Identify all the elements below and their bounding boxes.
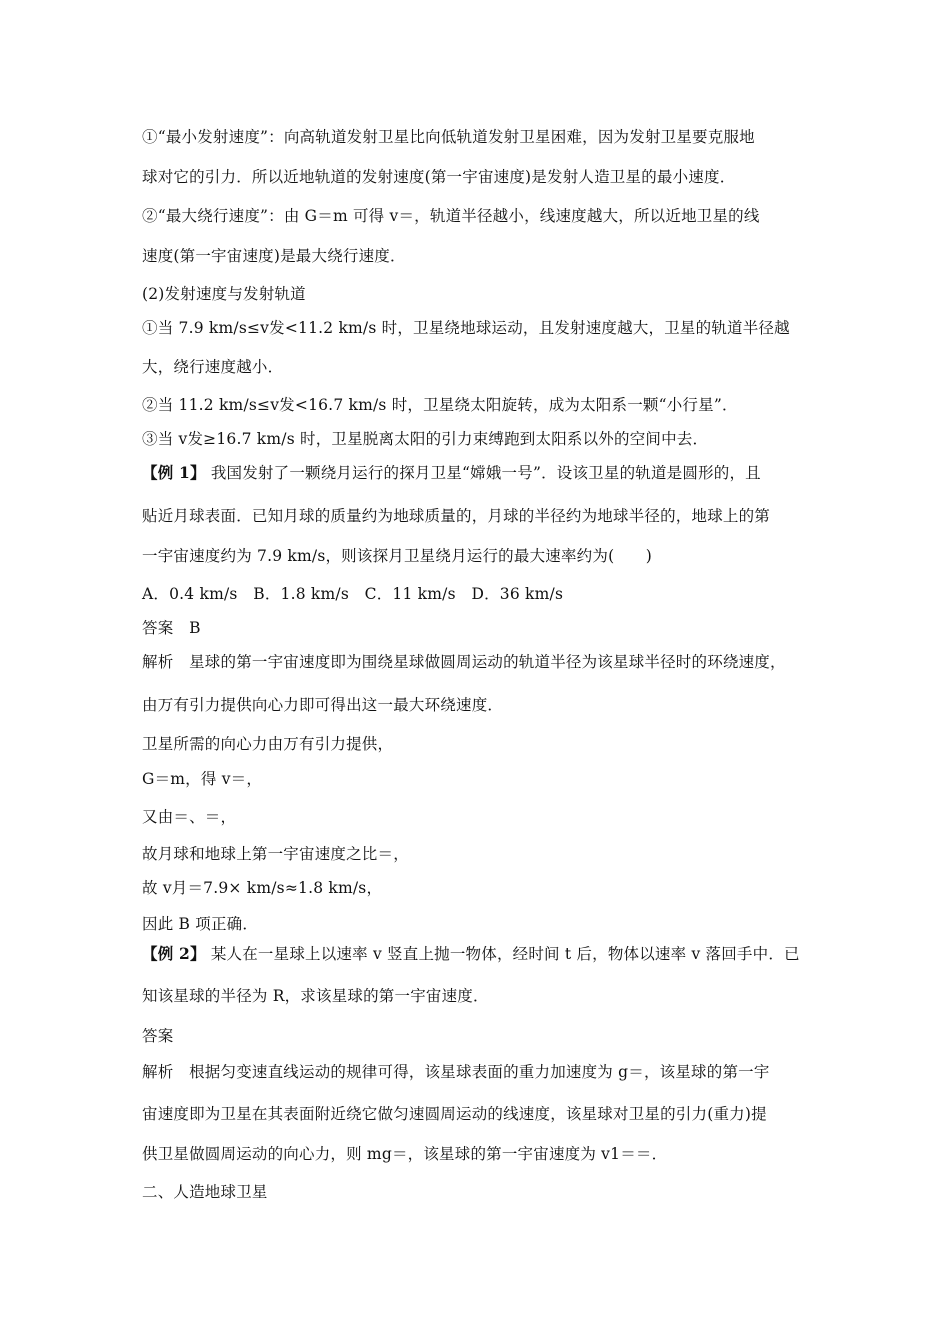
section-heading: 二、人造地球卫星 <box>142 1183 268 1201</box>
text-line: 宙速度即为卫星在其表面附近绕它做匀速圆周运动的线速度，该星球对卫星的引力(重力)提 <box>142 1105 767 1123</box>
text-line: 知该星球的半径为 R，求该星球的第一宇宙速度． <box>142 987 489 1005</box>
text-line: 供卫星做圆周运动的向心力，则 mg＝，该星球的第一宇宙速度为 v1＝＝． <box>142 1145 668 1163</box>
text-line: ①“最小发射速度”：向高轨道发射卫星比向低轨道发射卫星困难，因为发射卫星要克服地 <box>142 128 755 146</box>
text-line: ②当 11.2 km/s≤v发<16.7 km/s 时，卫星绕太阳旋转，成为太阳系一颗“小行星”． <box>142 396 738 414</box>
example-1-text: 我国发射了一颗绕月运行的探月卫星“嫦娥一号”．设该卫星的轨道是圆形的，且 <box>210 464 761 482</box>
text-line: 卫星所需的向心力由万有引力提供， <box>142 735 394 753</box>
answer-line: 答案 B <box>142 619 201 637</box>
answer-line: 答案 <box>142 1027 174 1045</box>
analysis-line: 解析 根据匀变速直线运动的规律可得，该星球表面的重力加速度为 g＝，该星球的第一宇 <box>142 1063 770 1081</box>
formula-line: 故 v月＝7.9× km/s≈1.8 km/s， <box>142 879 383 897</box>
text-line: ③当 v发≥16.7 km/s 时，卫星脱离太阳的引力束缚跑到太阳系以外的空间中去． <box>142 430 709 448</box>
text-line: ②“最大绕行速度”：由 G＝m 可得 v＝，轨道半径越小，线速度越大，所以近地卫星的线 <box>142 207 760 225</box>
text-line: 一宇宙速度约为 7.9 km/s，则该探月卫星绕月运行的最大速率约为( ) <box>142 547 652 565</box>
text-line: 速度(第一宇宙速度)是最大绕行速度． <box>142 247 406 265</box>
text-line: 大，绕行速度越小． <box>142 358 284 376</box>
formula-line: 故月球和地球上第一宇宙速度之比＝， <box>142 845 409 863</box>
text-line: 由万有引力提供向心力即可得出这一最大环绕速度． <box>142 696 504 714</box>
text-line: 球对它的引力．所以近地轨道的发射速度(第一宇宙速度)是发射人造卫星的最小速度． <box>142 168 736 186</box>
example-2-text: 某人在一星球上以速率 v 竖直上抛一物体，经时间 t 后，物体以速率 v 落回手中．已 <box>210 945 800 963</box>
example-2-label: 【例 2】 <box>142 944 206 963</box>
example-2-question <box>142 943 832 965</box>
answer-options: A．0.4 km/s B．1.8 km/s C．11 km/s D．36 km/s <box>142 585 564 603</box>
formula-line: 又由＝、＝， <box>142 808 237 826</box>
section-heading: (2)发射速度与发射轨道 <box>142 285 306 303</box>
example-1-question <box>142 462 832 484</box>
text-line: ①当 7.9 km/s≤v发<11.2 km/s 时，卫星绕地球运动，且发射速度越大，卫星的轨道半径越 <box>142 319 790 337</box>
formula-line: G＝m，得 v＝， <box>142 770 263 788</box>
analysis-line: 解析 星球的第一宇宙速度即为围绕星球做圆周运动的轨道半径为该星球半径时的环绕速度， <box>142 653 786 671</box>
text-line: 因此 B 项正确． <box>142 915 259 933</box>
text-line: 贴近月球表面．已知月球的质量约为地球质量的，月球的半径约为地球半径的，地球上的第 <box>142 507 771 525</box>
example-1-label: 【例 1】 <box>142 463 206 482</box>
